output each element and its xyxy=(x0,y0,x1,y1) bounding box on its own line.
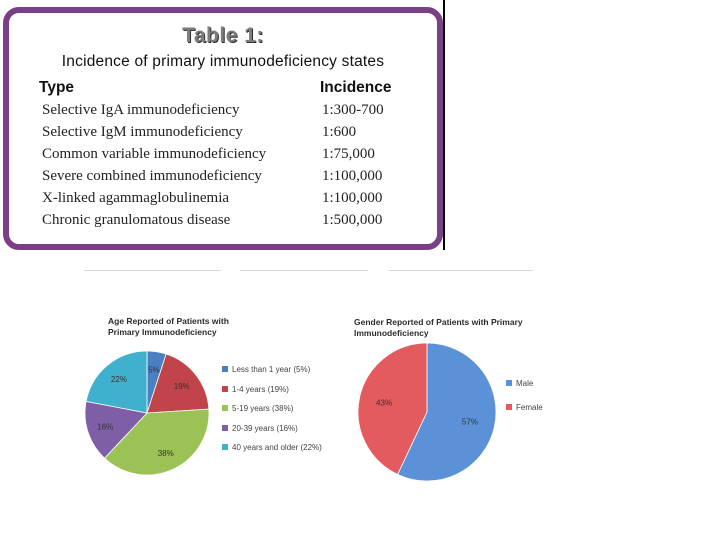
row-type: Common variable immunodeficiency xyxy=(42,146,267,162)
row-type: Chronic granulomatous disease xyxy=(42,212,231,228)
gender-legend-swatch xyxy=(506,380,512,386)
row-incidence: 1:75,000 xyxy=(322,146,375,162)
column-header-type: Type xyxy=(39,79,75,96)
gender-data-label: 43% xyxy=(376,398,393,408)
gender-chart-title-line: Gender Reported of Patients with Primary xyxy=(354,317,523,327)
gender-pie-chart xyxy=(354,342,500,482)
age-legend-item xyxy=(222,365,310,374)
age-legend-item xyxy=(222,424,298,433)
table-subtitle: Incidence of primary immunodeficiency states xyxy=(61,53,385,70)
age-chart-title-line: Primary Immunodeficiency xyxy=(108,327,217,337)
age-legend-swatch xyxy=(222,405,228,411)
age-legend-label: 40 years and older (22%) xyxy=(232,443,322,452)
table-row xyxy=(9,146,437,168)
age-legend-item xyxy=(222,404,293,413)
age-data-label: 5% xyxy=(148,365,160,375)
row-incidence: 1:100,000 xyxy=(322,190,383,206)
row-incidence: 1:300-700 xyxy=(322,102,384,118)
row-incidence: 1:600 xyxy=(322,124,357,140)
age-data-label: 22% xyxy=(110,375,127,385)
table-title: Table 1: xyxy=(182,24,264,47)
age-legend-swatch xyxy=(222,366,228,372)
age-legend-label: 1-4 years (19%) xyxy=(232,384,289,394)
age-chart-title-line: Age Reported of Patients with xyxy=(108,316,229,326)
age-data-label: 19% xyxy=(173,382,190,392)
age-legend-swatch xyxy=(222,386,228,392)
table-row xyxy=(9,102,437,124)
age-legend-item xyxy=(222,385,289,394)
vertical-divider xyxy=(443,0,445,250)
age-data-label: 16% xyxy=(97,422,114,432)
gender-legend-label: Female xyxy=(516,403,543,412)
table-row xyxy=(9,124,437,146)
gender-legend-item xyxy=(506,403,543,412)
age-legend-item xyxy=(222,443,322,452)
gender-chart-title xyxy=(354,317,523,339)
table-row xyxy=(9,212,437,234)
row-type: Selective IgA immunodeficiency xyxy=(42,102,240,118)
horizontal-rule xyxy=(240,270,368,271)
age-chart-title xyxy=(108,316,229,338)
gender-legend-swatch xyxy=(506,404,512,410)
column-header-incidence: Incidence xyxy=(320,79,392,96)
gender-data-label: 57% xyxy=(461,417,478,427)
horizontal-rule xyxy=(84,270,221,271)
age-legend-label: 20-39 years (16%) xyxy=(232,423,298,433)
row-incidence: 1:100,000 xyxy=(322,168,383,184)
age-data-label: 38% xyxy=(157,448,174,458)
row-incidence: 1:500,000 xyxy=(322,212,383,228)
table-row xyxy=(9,190,437,212)
table-row xyxy=(9,168,437,190)
age-pie-chart xyxy=(80,350,216,478)
gender-legend-label: Male xyxy=(516,379,534,388)
gender-chart-title-line: Immunodeficiency xyxy=(354,328,429,338)
age-legend-swatch xyxy=(222,444,228,450)
table-card xyxy=(3,7,443,250)
horizontal-rule xyxy=(389,270,533,271)
row-type: X-linked agammaglobulinemia xyxy=(42,190,230,206)
age-legend-swatch xyxy=(222,425,228,431)
age-legend-label: Less than 1 year (5%) xyxy=(232,365,311,374)
row-type: Selective IgM immunodeficiency xyxy=(42,124,243,140)
row-type: Severe combined immunodeficiency xyxy=(42,168,262,184)
gender-legend-item xyxy=(506,379,533,388)
age-legend-label: 5-19 years (38%) xyxy=(232,404,294,413)
